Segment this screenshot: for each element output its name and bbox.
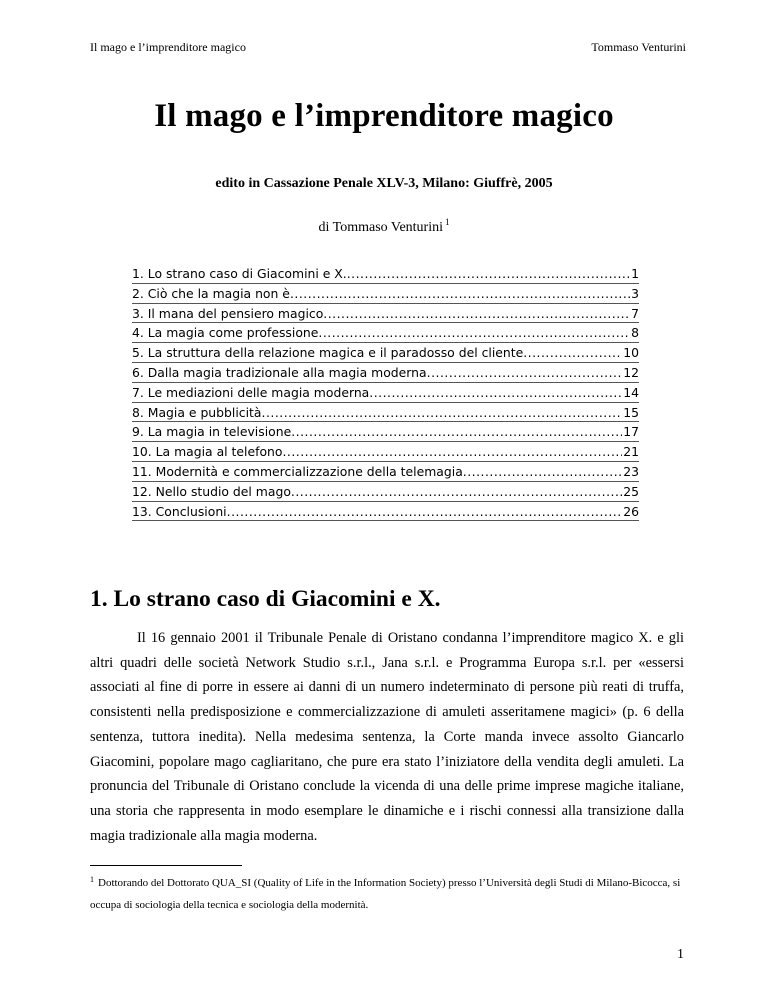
- publication-info: edito in Cassazione Penale XLV-3, Milano: Giuffrè, 2005: [215, 176, 553, 191]
- toc-dot-leader: [323, 304, 630, 324]
- table-of-contents: [132, 264, 639, 521]
- toc-dot-leader: [291, 422, 622, 442]
- toc-entry-page[interactable]: 26: [623, 503, 639, 519]
- toc-entry-title[interactable]: 5. La struttura della relazione magica e il paradosso del cliente: [132, 345, 524, 361]
- toc-dot-leader: [463, 462, 622, 482]
- author-line: [0, 217, 768, 236]
- toc-entry-page[interactable]: 3: [631, 285, 639, 301]
- toc-entry-page[interactable]: 8: [631, 325, 639, 341]
- toc-dot-leader: [523, 343, 622, 363]
- toc-dot-leader: [347, 264, 630, 284]
- toc-entry[interactable]: [132, 403, 639, 423]
- toc-entry[interactable]: [132, 304, 639, 324]
- toc-entry-page[interactable]: 15: [623, 404, 639, 420]
- toc-dot-leader: [290, 284, 630, 304]
- toc-dot-leader: [227, 502, 623, 522]
- toc-dot-leader: [282, 442, 622, 462]
- toc-entry-page[interactable]: 10: [623, 345, 639, 361]
- toc-entry[interactable]: [132, 482, 639, 502]
- toc-entry-title[interactable]: 12. Nello studio del mago: [132, 483, 291, 499]
- toc-entry-page[interactable]: 7: [631, 305, 639, 321]
- toc-entry-title[interactable]: 9. La magia in televisione: [132, 424, 292, 440]
- toc-dot-leader: [291, 482, 622, 502]
- toc-dot-leader: [318, 323, 630, 343]
- footnote-text: Dottorando del Dottorato QUA_SI (Quality of Life in the Information Society) presso l’Università degli Studi di Milano-Bicocca, si occupa di sociologia della tecnica e sociologia della modernità.: [90, 877, 681, 911]
- toc-dot-leader: [262, 403, 623, 423]
- toc-dot-leader: [427, 363, 623, 383]
- running-header-author: Tommaso Venturini: [591, 40, 686, 54]
- toc-entry[interactable]: [132, 284, 639, 304]
- footnote-mark: 1: [90, 875, 94, 884]
- toc-entry-page[interactable]: 17: [623, 424, 639, 440]
- toc-entry[interactable]: [132, 343, 639, 363]
- footnote-separator: [90, 865, 242, 866]
- page-number: 1: [677, 947, 684, 962]
- toc-entry-page[interactable]: 1: [631, 266, 639, 281]
- toc-entry-title[interactable]: 4. La magia come professione: [132, 325, 319, 341]
- toc-entry[interactable]: [132, 422, 639, 442]
- toc-entry-page[interactable]: 25: [623, 483, 639, 499]
- toc-entry[interactable]: [132, 323, 639, 343]
- toc-entry-page[interactable]: 23: [623, 463, 639, 479]
- running-header-title: Il mago e l’imprenditore magico: [90, 40, 246, 54]
- toc-entry-page[interactable]: 12: [623, 364, 639, 380]
- footnote-reference[interactable]: 1: [445, 217, 450, 227]
- toc-dot-leader: [369, 383, 622, 403]
- toc-entry-title[interactable]: 8. Magia e pubblicità: [132, 404, 262, 420]
- toc-entry-title[interactable]: 6. Dalla magia tradizionale alla magia moderna: [132, 364, 427, 380]
- toc-entry[interactable]: [132, 363, 639, 383]
- toc-entry[interactable]: [132, 264, 639, 284]
- toc-entry-title[interactable]: 1. Lo strano caso di Giacomini e X.: [132, 266, 347, 281]
- toc-entry[interactable]: [132, 383, 639, 403]
- footnote: [90, 869, 684, 916]
- toc-entry-title[interactable]: 3. Il mana del pensiero magico: [132, 305, 324, 321]
- toc-entry[interactable]: [132, 462, 639, 482]
- toc-entry-title[interactable]: 13. Conclusioni: [132, 503, 227, 519]
- document-title: Il mago e l’imprenditore magico: [154, 98, 614, 134]
- toc-entry-page[interactable]: 21: [623, 444, 639, 460]
- toc-entry[interactable]: [132, 442, 639, 462]
- toc-entry-title[interactable]: 10. La magia al telefono: [132, 444, 283, 460]
- author-name: di Tommaso Venturini: [318, 220, 443, 235]
- toc-entry-title[interactable]: 2. Ciò che la magia non è: [132, 285, 290, 301]
- body-paragraph: Il 16 gennaio 2001 il Tribunale Penale di Oristano condanna l’imprenditore magico X. e gli altri quadri delle società Network Studio s.r.l., Jana s.r.l. e Programma Europa s.r.l. per «essersi associati al fine di porre in essere ai danni di un numero indeterminato di persone più reati di truffa, consistenti nella predisposizione e commercializzazione di amuleti asseritamene magici» (p. 6 della sentenza, tuttora inedita). Nella medesima sentenza, la Corte manda invece assolto Giancarlo Giacomini, popolare mago cagliaritano, che pure era stato l’iniziatore della vendita degli amuleti. La pronuncia del Tribunale di Oristano conclude la vicenda di una delle prime imprese magiche italiane, una storia che rappresenta in modo esemplare le dinamiche e i rischi connessi alla transizione dalla magia tradizionale alla magia moderna.: [90, 630, 684, 844]
- toc-entry[interactable]: [132, 502, 639, 522]
- toc-entry-title[interactable]: 11. Modernità e commercializzazione della telemagia: [132, 463, 463, 479]
- toc-entry-page[interactable]: 14: [623, 384, 639, 400]
- toc-entry-title[interactable]: 7. Le mediazioni delle magia moderna: [132, 384, 370, 400]
- section-heading: 1. Lo strano caso di Giacomini e X.: [90, 586, 441, 612]
